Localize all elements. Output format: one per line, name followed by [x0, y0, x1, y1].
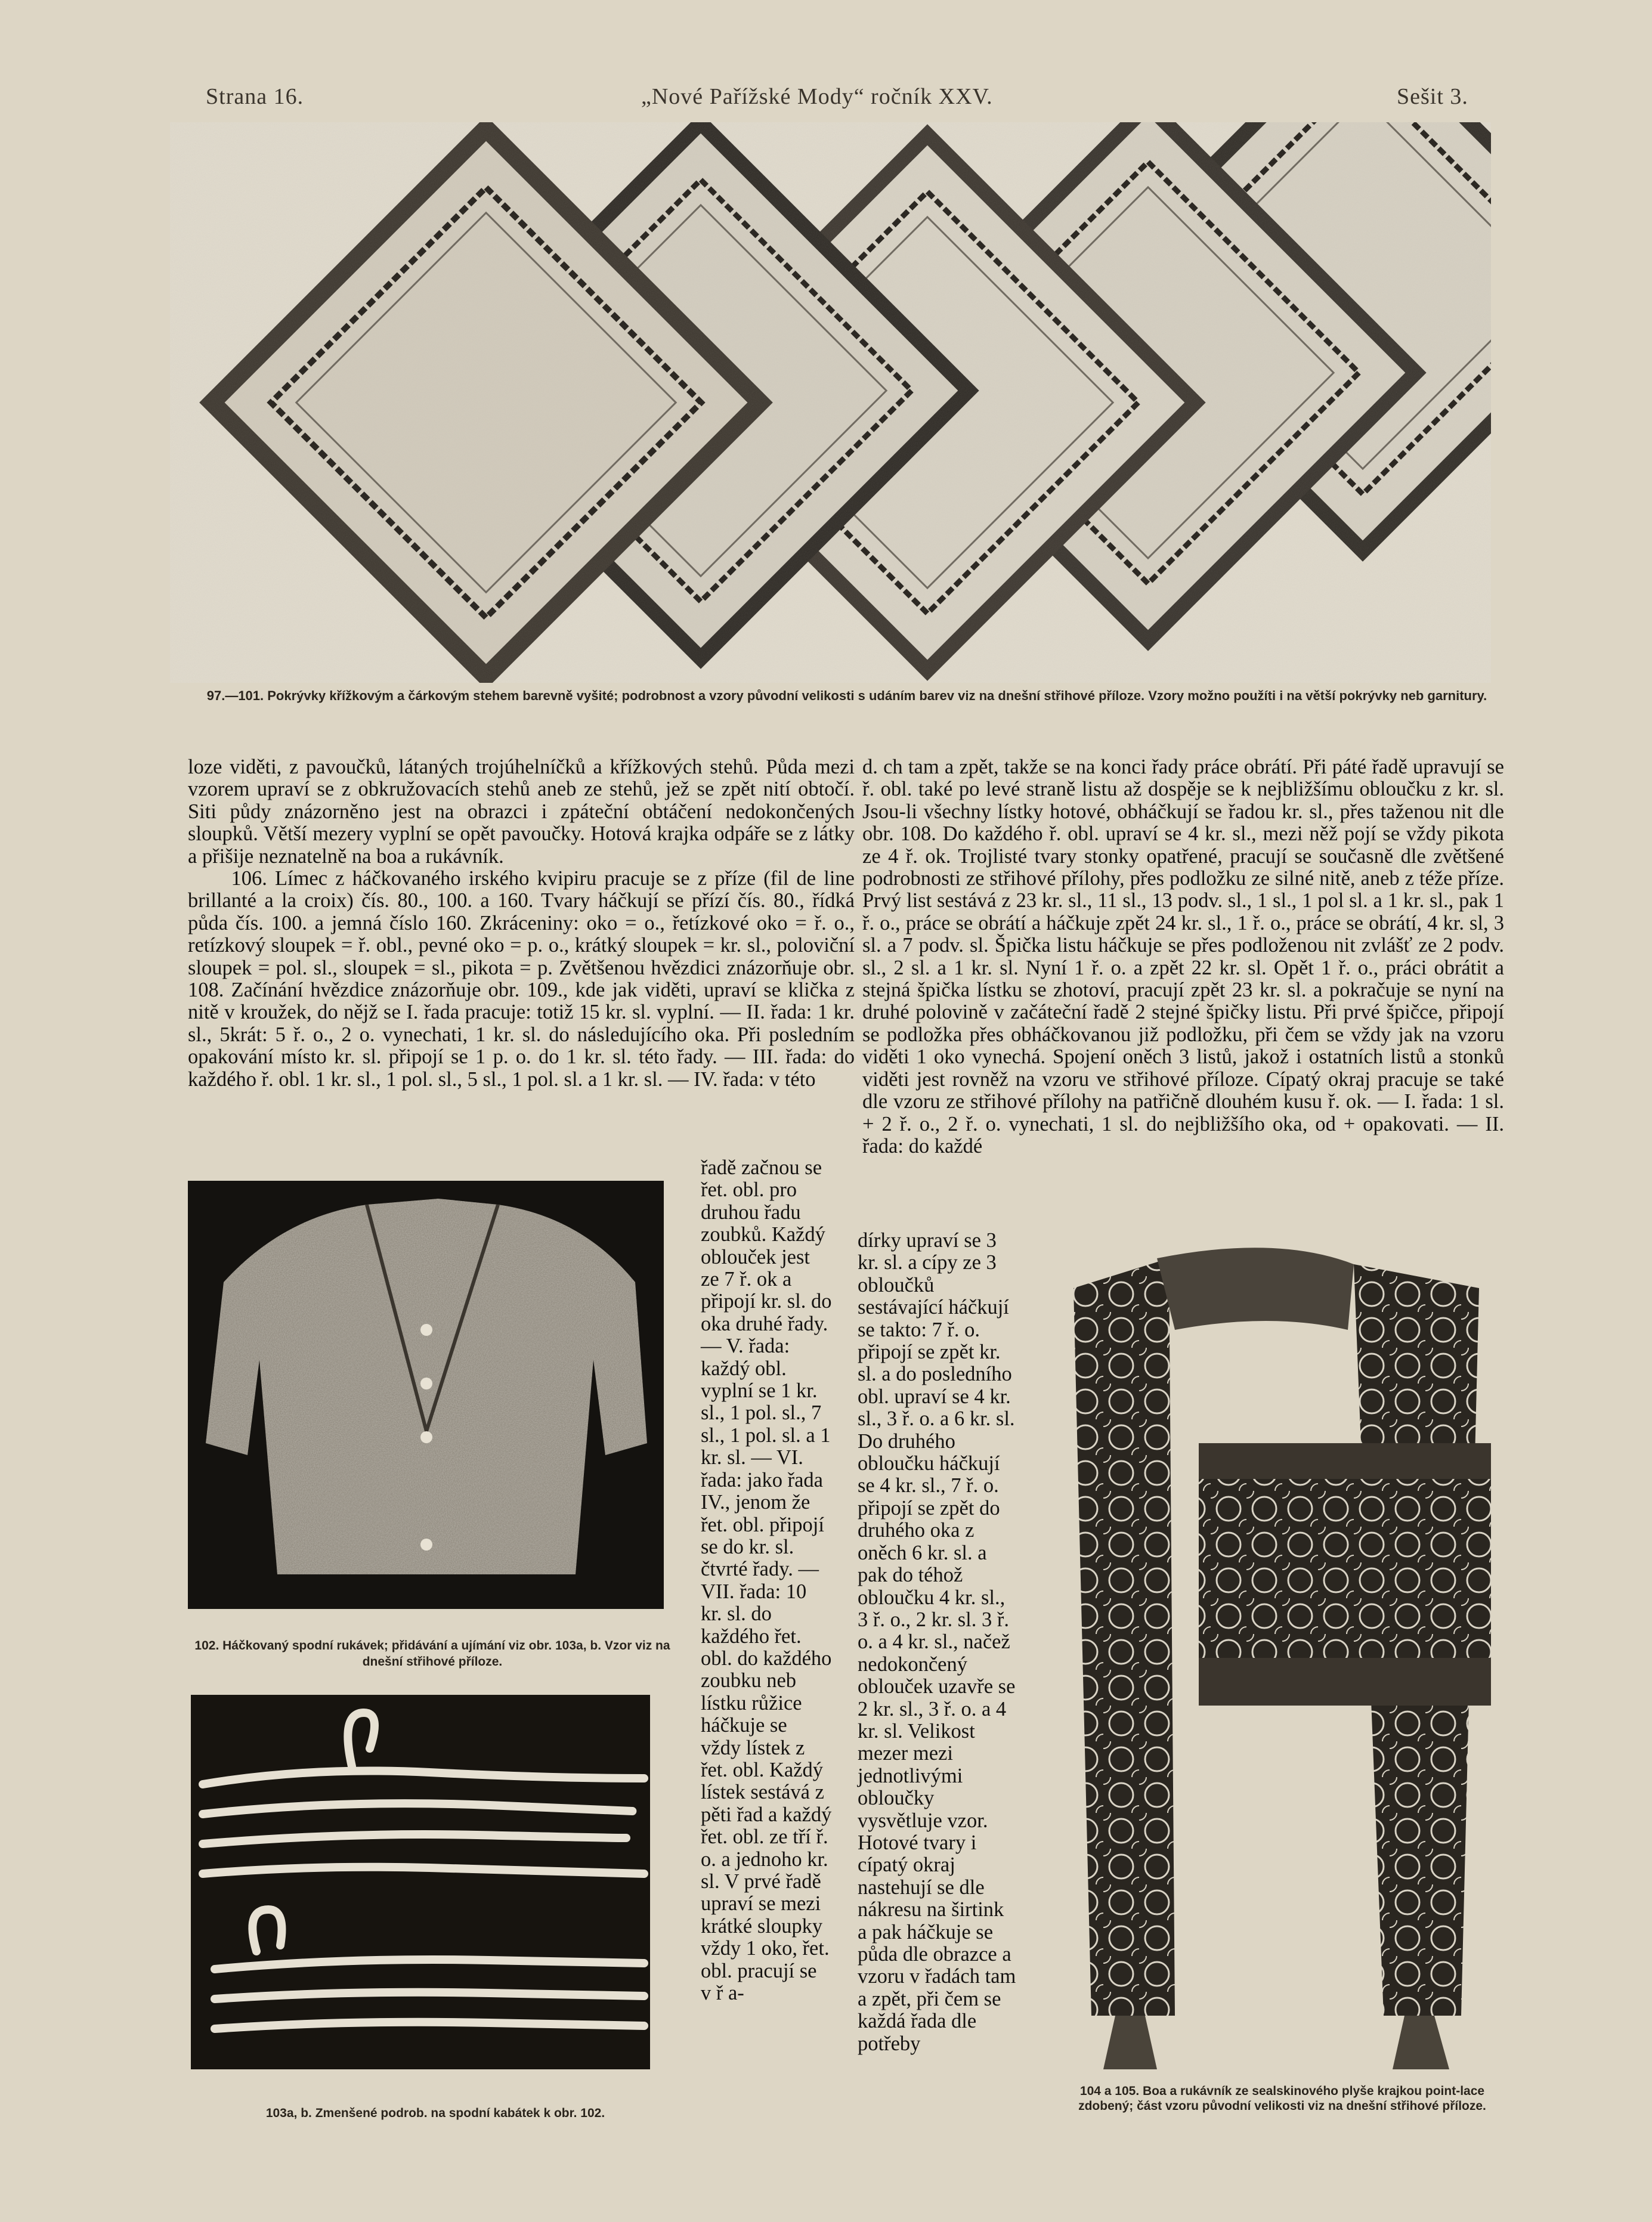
page-number: Strana 16. — [206, 84, 304, 109]
text-column-left-narrow: řadě začnou se řet. obl. pro druhou řadu zoubků. Každý oblouček jest ze 7 ř. ok a připojí kr. sl. do oka druhé řady. — V. řada: každý obl. vyplní se 1 kr. sl., 1 pol. sl., 7 sl., 1 pol. sl. a 1 kr. sl. — VI. řada: jako řada IV., jenom že řet. obl. připojí se do kr. sl. čtvrté řady. — VII. řada: 10 kr. sl. do každého řet. obl. do každého zoubku neb lístku růžice háčkuje se vždy lístek z řet. obl. Každý lístek sestává z pěti řad a každý řet. obl. ze tří ř. o. a jednoho kr. sl. V prvé řadě upraví se mezi krátké sloupky vždy 1 oko, řet. obl. pracují se v ř a- — [701, 1156, 832, 2005]
caption-boa: 104 a 105. Boa a rukávník ze sealskinového plyše krajkou point-lace zdobený; část vzoru původní velikosti viz na dnešní střihové příloze. — [1078, 2084, 1486, 2113]
caption-detail: 103a, b. Zmenšené podrob. na spodní kabátek k obr. 102. — [265, 2106, 605, 2120]
caption-sweater: 102. Háčkovaný spodní rukávek; přidávání a ujímání viz obr. 103a, b. Vzor viz na dnešní střihové příloze. — [194, 1639, 670, 1669]
caption-covers: 97.—101. Pokrývky křížkovým a čárkovým stehem barevně vyšité; podrobnost a vzory původní velikosti s udáním barev viz na dnešní střihové příloze. Vzory možno použíti i na větší pokrývky neb garnitury. — [206, 688, 1487, 703]
text-column-right-narrow: dírky upraví se 3 kr. sl. a cípy ze 3 obloučků sestávající háčkují se takto: 7 ř. o. připojí se zpět kr. sl. a do posledního obl. upraví se 4 kr. sl., 3 ř. o. a 6 kr. sl. Do druhého obloučku háčkují se 4 kr. sl., 7 ř. o. připojí se zpět do druhého oka z oněch 6 kr. sl. a pak do téhož obloučku 4 kr. sl., 3 ř. o., 2 kr. sl. 3 ř. o. a 4 kr. sl., načež nedokončený oblouček uzavře se 2 kr. sl., 3 ř. o. a 4 kr. sl. Velikost mezer mezi jednotlivými obloučky vysvětluje vzor. Hotové tvary i cípatý okraj nastehují se dle nákresu na širtink a pak háčkuje se půda dle obrazce a vzoru v řadách tam a zpět, při čem se každá řada dle potřeby — [858, 1229, 1016, 2055]
running-title: „Nové Pařížské Mody“ ročník XXV. — [641, 84, 993, 109]
issue-number: Sešit 3. — [1397, 84, 1468, 109]
paragraph-lace: loze viděti, z pavoučků, látaných trojúhelníčků a křížkových stehů. Půda mezi vzorem upraví se z obkružovacích stehů aneb ze stehů, jež se zpět nití obtočí. Siti půdy znázorněno jest na obrazci i zpáteční obtáčení nedokončených sloupků. Větší mezery vyplní se opět pavoučky. Hotová krajka odpáře se z látky a přišije neznatelně na boa a rukávník. — [188, 756, 855, 868]
paragraph-106: 106. Límec z háčkovaného irského kvipiru pracuje se z příze (fil de line brillanté a la croix) čís. 80., 100. a 160. Tvary háčkují se přízí čís. 80., řídká půda čís. 100. a jemná číslo 160. Zkráceniny: oko = o., řetízkové oko = ř. o., retízkový sloupek = ř. obl., pevné oko = p. o., krátký sloupek = kr. sl., poloviční sloupek = pol. sl., sloupek = sl., pikota = p. Zvětšenou hvězdici znázorňuje obr. 108. Začínání hvězdice znázorňuje obr. 109., kde jak viděti, upraví se klička z nitě v kroužek, do nějž se I. řada pracuje: totiž 15 kr. sl. vyplní. — II. řada: 1 kr. sl., 5krát: 5 ř. o., 2 o. vynechati, 1 kr. sl. do následujícího oka. Při posledním opakování místo kr. sl. připojí se 1 p. o. do 1 kr. sl. této řady. — III. řada: do každého ř. obl. 1 kr. sl., 1 pol. sl., 5 sl., 1 pol. sl. a 1 kr. sl. — IV. řada: v této — [188, 867, 855, 1091]
boa-muff-illustration — [1068, 1240, 1491, 2075]
text-column-left — [188, 756, 855, 1091]
covers-illustration — [170, 122, 1491, 683]
stitch-detail-photo — [191, 1695, 650, 2069]
text-column-right: d. ch tam a zpět, takže se na konci řady práce obrátí. Při páté řadě upravují se ř. obl. také po levé straně listu až dospěje se k nejbližšímu obloučku z kr. sl. Jsou-li všechny lístky hotové, obháčkují se řadou kr. sl., přes taženou nit dle obr. 108. Do každého ř. obl. upraví se 4 kr. sl., mezi něž pojí se vždy pikota ze 4 ř. ok. Trojlisté tvary stonky opatřené, pracují se současně dle zvětšené podrobnosti ze střihové přílohy, přes podložku ze silné nitě, aneb z téže příze. Prvý list sestává z 23 kr. sl., 11 sl., 13 podv. sl., 1 sl., 1 pol sl. a 1 kr. sl., pak 1 ř. o., práce se obrátí a háčkuje zpět 24 kr. sl., 1 ř. o., práce se obrátí, 4 kr. sl, 3 sl. a 7 podv. sl. Špička listu háčkuje se přes podloženou nit zvlášť ze 2 podv. sl., 2 sl. a 1 kr. sl. Nyní 1 ř. o. a zpět 22 kr. sl. Opět 1 ř. o., práci obrátit a stejná špička lístku se zhotoví, pracují zpět 23 kr. sl. a pokračuje se nyní na druhé polovině v začáteční řadě 2 stejné špičky listu. Při prvé špičce, připojí se podložka přes obháčkovanou již podložku, při čem se vždy jak na vzoru viděti 1 oko vynechá. Spojení oněch 3 listů, jakož i ostatních listů a stonků viděti jest rovněž na vzoru ve střihové příloze. Cípatý okraj pracuje se také dle vzoru ze střihové přílohy na patřičně dlouhém kusu ř. ok. — I. řada: 1 sl. + 2 ř. o., 2 ř. o. vynechati, 1 sl. do nejbližšího oka, od + opakovati. — II. řada: do každé — [862, 756, 1504, 1158]
sweater-photo — [188, 1181, 664, 1609]
